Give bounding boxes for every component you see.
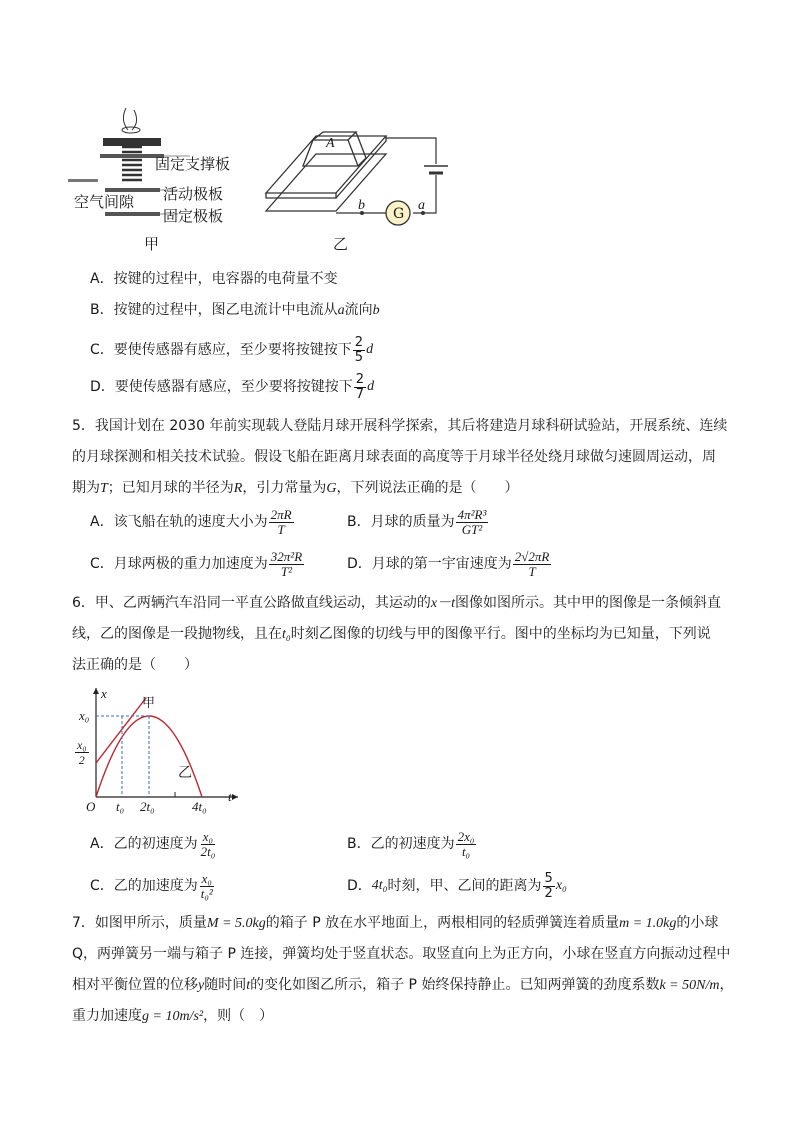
- caption-jia: 甲: [144, 235, 160, 253]
- q7-stem-line3: 相对平衡位置的位移y随时间t的变化如图乙所示，箱子 P 始终保持静止。已知两弹簧的劲度系数k = 50N/m，: [72, 977, 734, 993]
- q5-stem-line1: 5．我国计划在 2030 年前实现载人登陆月球开展科学探索，其后将建造月球科研试验站，开展系统、连续: [72, 418, 728, 434]
- graph-axis-t-label: t: [228, 789, 232, 804]
- q5-option-D: D．月球的第一宇宙速度为 $\frac{2√2\pi R}{T}$: [347, 548, 550, 579]
- label-galvanometer-G: G: [393, 206, 405, 222]
- q6-option-D: D． 4t₀ 时刻，甲、乙间的距离为 $\frac{5}{2}$ x₀: [347, 870, 567, 901]
- graph-origin-label: O: [86, 799, 96, 814]
- q7-stem-line4: 重力加速度g = 10m/s²，则（ ）: [72, 1008, 274, 1024]
- q6-stem-line2: 线，乙的图像是一段抛物线，且在t₀时刻乙图像的切线与甲的图像平行。图中的坐标均为已知量，下列说: [72, 626, 711, 642]
- q7-stem-line1: 7．如图甲所示，质量M = 5.0kg的箱子 P 放在水平地面上，两根相同的轻质弹簧连着质量m = 1.0kg的小球: [72, 915, 719, 931]
- q4-option-D: D．要使传感器有感应，至少要将按键按下 $\frac{2}{7}$ d: [90, 371, 375, 402]
- q6-stem-line3: 法正确的是（ ）: [72, 657, 198, 673]
- label-fixed-plate: 固定极板: [163, 207, 224, 225]
- graph-tick-half-x0: $\frac{\text{x₀}}{2}$: [77, 738, 87, 767]
- q6-option-C: C．乙的加速度为 $\frac{\text{x₀}}{\text{t₀²}}$: [90, 870, 213, 901]
- graph-tick-2t0: 2t₀: [140, 799, 155, 814]
- label-terminal-b: b: [358, 198, 365, 213]
- label-key-A: A: [326, 136, 335, 151]
- q5-stem-line3: 期为T；已知月球的半径为R，引力常量为G，下列说法正确的是（ ）: [72, 480, 519, 496]
- label-moving-plate: 活动极板: [163, 185, 224, 203]
- label-air-gap: 空气间隙: [74, 193, 135, 211]
- graph-label-yi: 乙: [178, 765, 192, 781]
- graph-label-jia: 甲: [142, 696, 156, 711]
- q5-option-B: B．月球的质量为 $\frac{\text{4π²R³}}{\text{GT²}}$: [347, 506, 487, 537]
- q7-stem-line2: Q，两弹簧另一端与箱子 P 连接，弹簧均处于竖直状态。取竖直向上为正方向，小球在竖直方向振动过程中: [72, 946, 731, 962]
- label-terminal-a: a: [418, 198, 425, 213]
- q6-option-B: B．乙的初速度为 $\frac{\text{2x₀}}{\text{t₀}}$: [347, 828, 475, 859]
- q6-stem-line1: 6．甲、乙两辆汽车沿同一平直公路做直线运动，其运动的x－t图像如图所示。其中甲的图像是一条倾斜直: [72, 595, 722, 611]
- graph-tick-4t0: 4t₀: [192, 799, 207, 814]
- q4-option-C: C．要使传感器有感应，至少要将按键按下 $\frac{2}{5}$ d: [90, 334, 374, 365]
- q5-option-A: A．该飞船在轨的速度大小为 $\frac{2\pi R}{T}$: [90, 506, 292, 537]
- q6-xt-graph-svg: [70, 682, 250, 812]
- q6-option-A: A．乙的初速度为 $\frac{\text{x₀}}{\text{2t₀}}$: [90, 828, 216, 859]
- q4-option-B: B．按键的过程中，图乙电流计中电流从a流向b: [90, 302, 380, 318]
- graph-tick-x0: x₀: [79, 708, 90, 723]
- q5-stem-line2: 的月球探测和相关技术试验。假设飞船在距离月球表面的高度等于月球半径处绕月球做匀速圆周运动，周: [72, 449, 716, 465]
- graph-tick-t0: t₀: [116, 799, 125, 814]
- q5-option-C: C．月球两极的重力加速度为 $\frac{\text{32π²R}}{\text{T²}}$: [90, 548, 303, 579]
- caption-yi: 乙: [333, 235, 349, 253]
- q4-option-A: A．按键的过程中，电容器的电荷量不变: [90, 271, 338, 287]
- q6-xt-graph: [70, 682, 250, 812]
- label-support-plate: 固定支撑板: [155, 155, 231, 173]
- graph-axis-x-label: x: [101, 686, 107, 701]
